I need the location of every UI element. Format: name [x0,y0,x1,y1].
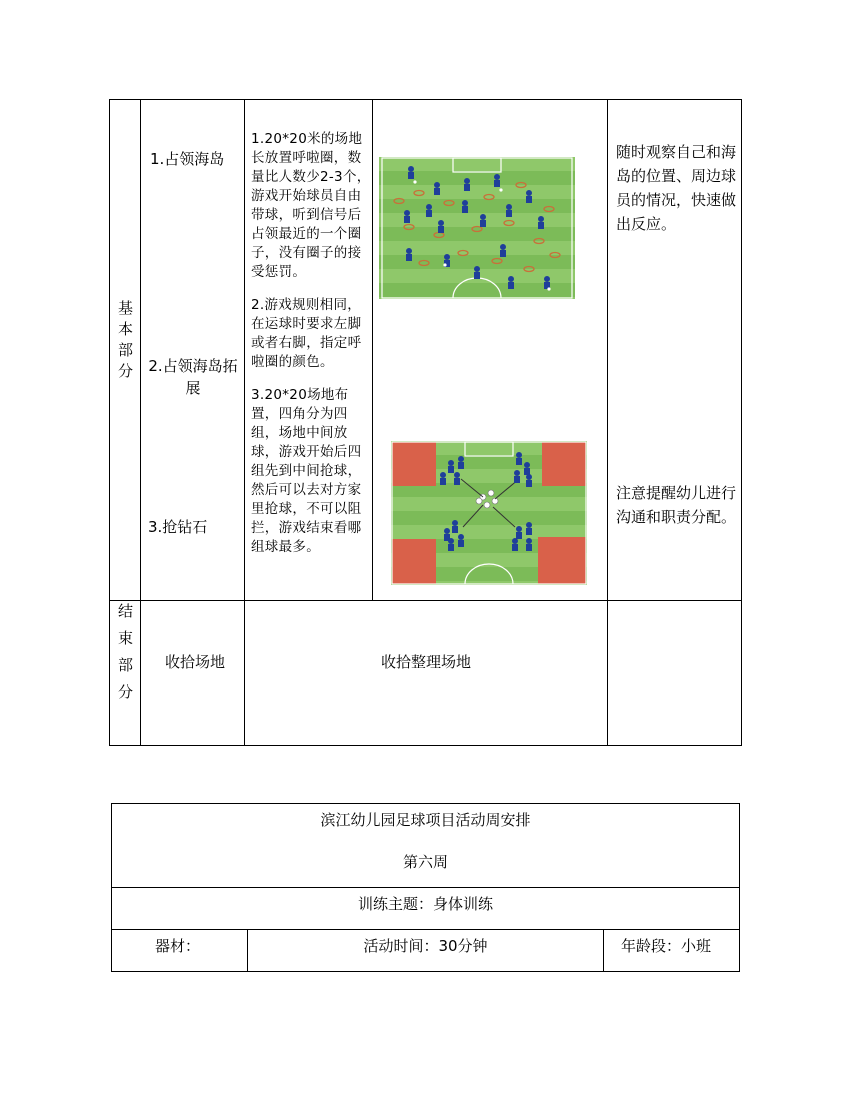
table-row-divider [109,600,742,601]
table-col-divider-4 [607,99,608,746]
schedule-equipment-label: 器材： [155,937,201,955]
schedule-title: 滨江幼儿园足球项目活动周安排 [320,811,531,829]
section-label-basic: 基本部分 [116,300,134,384]
table-border-bottom [109,745,742,746]
schedule-theme: 训练主题：身体训练 [357,895,493,913]
schedule-border-top [111,803,740,804]
schedule-row-divider-1 [111,887,740,888]
schedule-row-divider-2 [111,929,740,930]
table-border-right [741,99,742,746]
activity-description-1: 1.20*20米的场地长放置呼啦圈，数量比人数少2-3个，游戏开始球员自由带球，听到信号后占领最近的一个圈子，没有圈子的接受惩罚。 [251,131,371,280]
field-diagram-corners [391,441,587,585]
activity-description-3: 3.20*20场地布置，四角分为四组，场地中间放球，游戏开始后四组先到中间抢球，然后可以去对方家里抢球，不可以阻拦，游戏结束看哪组球最多。 [251,387,362,555]
note-2: 注意提醒幼儿进行沟通和职责分配。 [616,484,737,526]
schedule-border-bottom [111,971,740,972]
activity-name-2: 2.占领海岛拓展 [148,357,238,397]
table-border-top [109,99,742,100]
activity-name-3: 3.抢钻石 [148,518,208,536]
activity-description-2: 2.游戏规则相同，在运球时要求左脚或者右脚，指定呼啦圈的颜色。 [251,297,362,370]
field-diagram-hoops [379,157,575,299]
note-1: 随时观察自己和海岛的位置、周边球员的情况，快速做出反应。 [616,143,737,233]
table-border-left [109,99,110,746]
activity-name-4: 收拾场地 [165,653,226,671]
table-col-divider-3 [372,99,373,601]
activity-description-4: 收拾整理场地 [380,653,471,671]
schedule-duration: 活动时间：30分钟 [363,937,488,955]
schedule-age-group: 年龄段：小班 [621,937,712,955]
table-col-divider-2 [244,99,245,746]
section-label-end: 结束部分 [116,603,134,711]
activity-name-1: 1.占领海岛 [150,150,225,168]
schedule-week: 第六周 [402,853,448,871]
table-col-divider-1 [140,99,141,746]
schedule-col-divider-2 [603,929,604,972]
